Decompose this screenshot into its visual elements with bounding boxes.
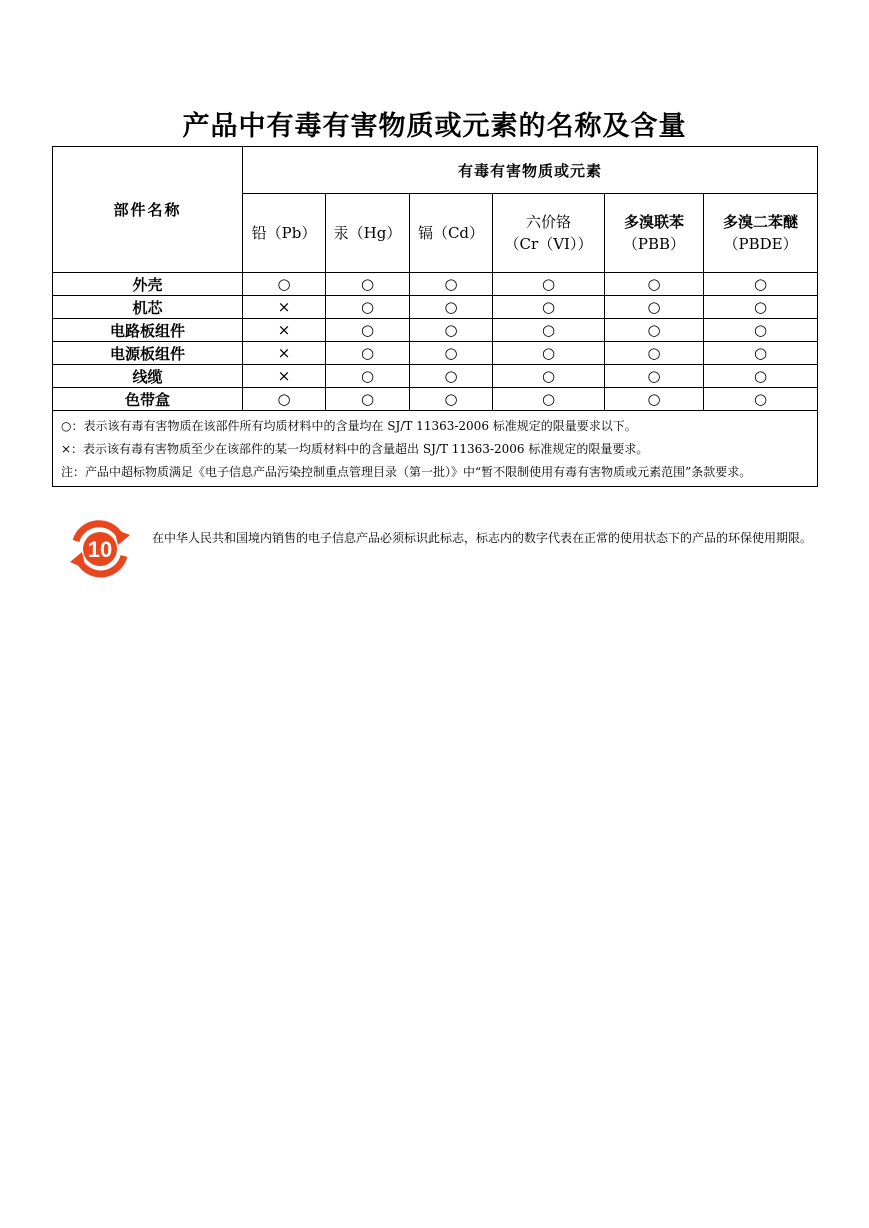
mark-cell: ○ [243,388,326,411]
part-name-header: 部件名称 [53,147,243,273]
page-title: 产品中有毒有害物质或元素的名称及含量 [182,111,687,142]
part-name: 色带盒 [53,388,243,411]
table-row [53,365,818,388]
table-notes [53,411,818,487]
mark-cell: ○ [410,296,493,319]
table-row [53,342,818,365]
mark-cell: ○ [704,296,818,319]
substance-group-header: 有毒有害物质或元素 [243,147,818,194]
substance-header-pb [243,194,326,273]
part-name: 机芯 [53,296,243,319]
substance-name: 汞（Hg） [333,224,402,242]
mark-cell: ○ [326,273,410,296]
substance-symbol: （Cr（VI）） [504,235,593,253]
table-row [53,319,818,342]
logo-caption: 在中华人民共和国境内销售的电子信息产品必须标识此标志，标志内的数字代表在正常的使用状态下的产品的环保使用期限。 [152,531,813,545]
mark-cell: ○ [326,342,410,365]
mark-cell: ○ [605,296,704,319]
part-name: 外壳 [53,273,243,296]
substance-name: 六价铬 [525,213,571,231]
mark-cell: ○ [326,365,410,388]
mark-cell: ○ [410,319,493,342]
substance-name: 铅（Pb） [251,224,317,242]
mark-cell: ○ [704,342,818,365]
mark-cell: ○ [410,342,493,365]
mark-cell: ○ [605,342,704,365]
part-name: 线缆 [53,365,243,388]
substance-name: 多溴二苯醚 [723,213,799,231]
mark-cell: ○ [410,388,493,411]
mark-cell: ○ [326,319,410,342]
mark-cell: ○ [704,273,818,296]
mark-cell: ○ [493,319,605,342]
substance-symbol: （PBB） [622,235,686,253]
mark-cell: ○ [605,319,704,342]
mark-cell: ○ [605,273,704,296]
logo-number: 10 [87,537,113,562]
substance-name: 镉（Cd） [417,224,485,242]
mark-cell: ○ [410,273,493,296]
note-exemption: 注：产品中超标物质满足《电子信息产品污染控制重点管理目录（第一批）》中“暂不限制使用有毒有害物质或元素范围”条款要求。 [61,465,752,479]
mark-cell: ○ [243,273,326,296]
part-name: 电源板组件 [53,342,243,365]
environment-friendly-use-period-icon [64,516,136,582]
mark-cell: ○ [326,388,410,411]
mark-cell: ○ [704,319,818,342]
mark-cell: ○ [493,388,605,411]
table-row [53,273,818,296]
table-row [53,296,818,319]
substance-name: 多溴联苯 [623,213,684,231]
mark-cell: ○ [493,365,605,388]
substance-symbol: （PBDE） [723,235,798,253]
mark-cell: × [243,365,326,388]
substance-header-pbde [704,194,818,273]
mark-cell: ○ [704,388,818,411]
mark-cell: × [243,319,326,342]
mark-cell: ○ [605,388,704,411]
mark-cell: ○ [605,365,704,388]
substance-header-pbb [605,194,704,273]
mark-cell: ○ [326,296,410,319]
part-name: 电路板组件 [53,319,243,342]
mark-cell: ○ [410,365,493,388]
mark-cell: × [243,342,326,365]
mark-cell: ○ [493,296,605,319]
note-circle-legend: ○：表示该有毒有害物质在该部件所有均质材料中的含量均在 SJ/T 11363-2006 标准规定的限量要求以下。 [61,419,637,433]
substance-header-hg [326,194,410,273]
mark-cell: ○ [493,342,605,365]
table-row [53,388,818,411]
hazardous-substances-table [52,146,818,487]
note-cross-legend: ×：表示该有毒有害物质至少在该部件的某一均质材料中的含量超出 SJ/T 11363-2006 标准规定的限量要求。 [61,442,649,456]
mark-cell: ○ [493,273,605,296]
substance-header-cd [410,194,493,273]
mark-cell: × [243,296,326,319]
substance-header-cr6 [493,194,605,273]
mark-cell: ○ [704,365,818,388]
